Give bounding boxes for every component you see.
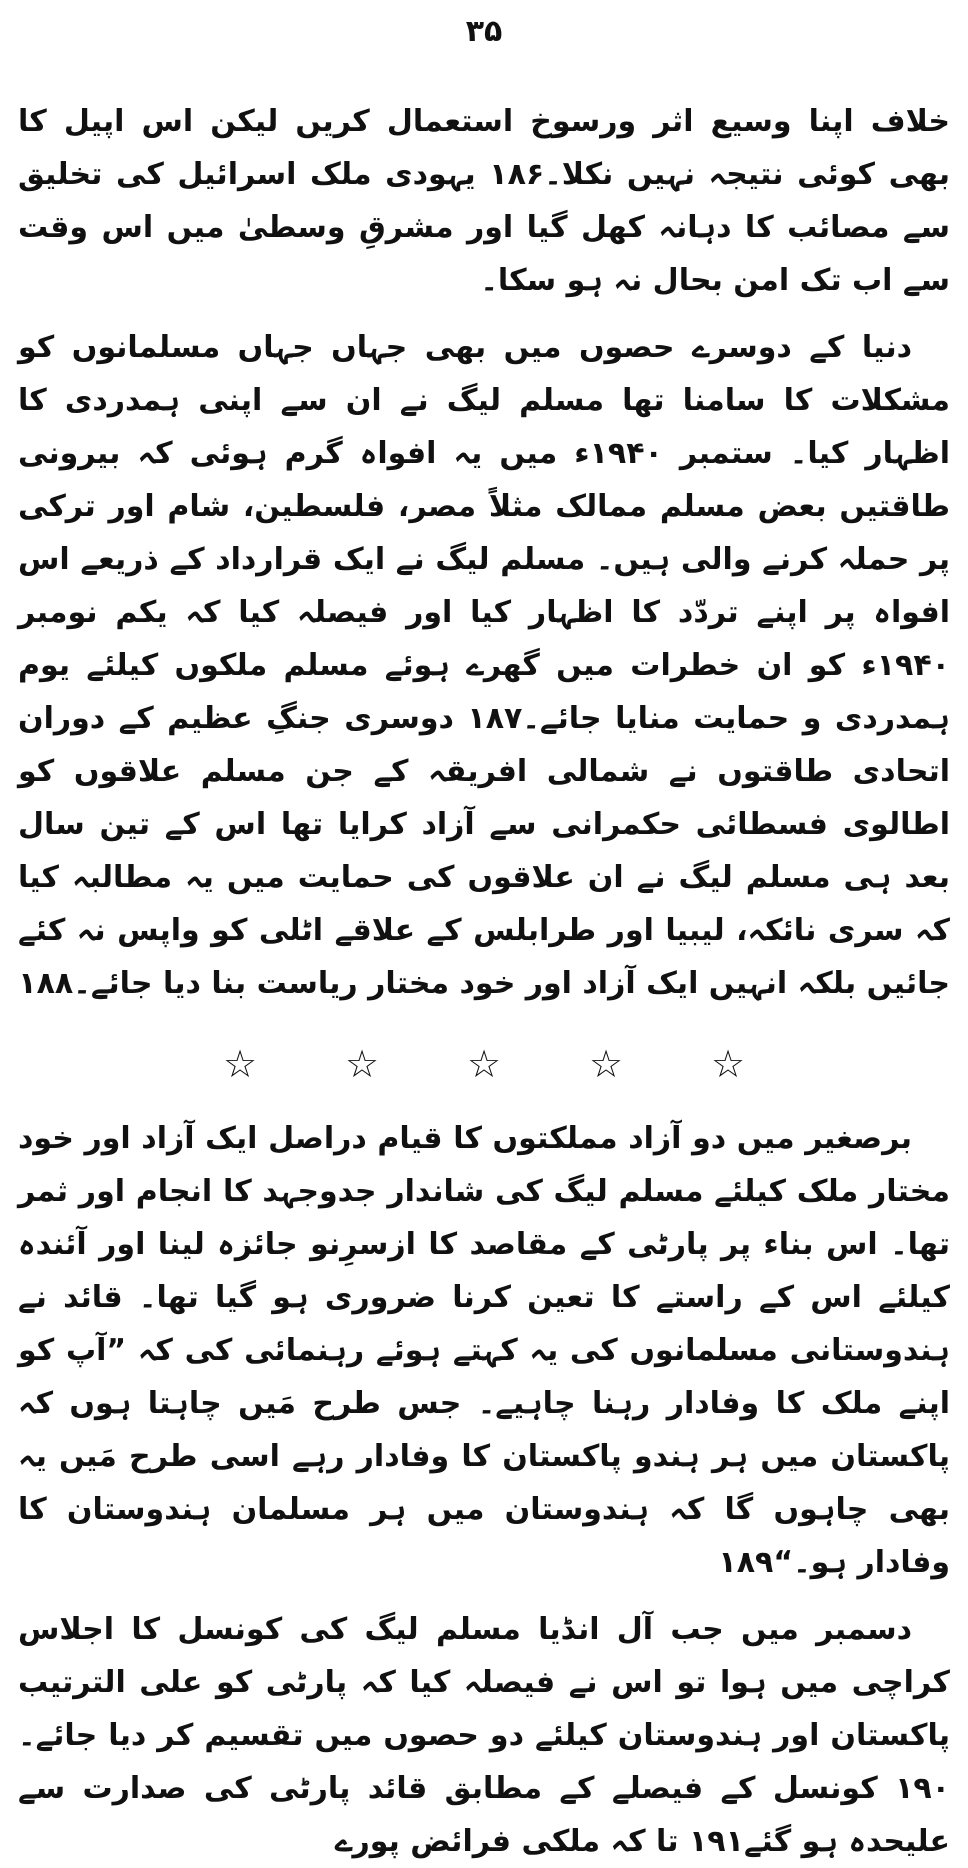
- paragraph: برصغیر میں دو آزاد مملکتوں کا قیام دراصل ایک آزاد اور خود مختار ملک کیلئے مسلم لیگ کی شاندار جدوجہد کا انجام اور ثمر تھا۔ اس بناء پر پارٹی کے مقاصد کا ازسرِنو جائزہ لینا اور آئندہ کیلئے اس کے راستے کا تعین کرنا ضروری ہو گیا تھا۔ قائد نے ہندوستانی مسلمانوں کی یہ کہتے ہوئے رہنمائی کی کہ ”آپ کو اپنے ملک کا وفادار رہنا چاہیے۔ جس طرح مَیں چاہتا ہوں کہ پاکستان میں ہر ہندو پاکستان کا وفادار رہے اسی طرح مَیں یہ بھی چاہوں گا کہ ہندوستان میں ہر مسلمان ہندوستان کا وفادار ہو۔“۱۸۹: [18, 1121, 950, 1580]
- page-number: ۳۵: [465, 14, 503, 49]
- star-icon: ☆: [588, 1042, 624, 1086]
- paragraph: دسمبر میں جب آل انڈیا مسلم لیگ کی کونسل کا اجلاس کراچی میں ہوا تو اس نے فیصلہ کیا کہ پارٹی کو علی الترتیب پاکستان اور ہندوستان کیلئے دو حصوں میں تقسیم کر دیا جائے۔۱۹۰ کونسل کے فیصلے کے مطابق قائد پارٹی کی صدارت سے علیحدہ ہو گئے۱۹۱ تا کہ ملکی فرائض پورے: [18, 1612, 950, 1859]
- star-icon: ☆: [466, 1042, 502, 1086]
- paragraph: خلاف اپنا وسیع اثر ورسوخ استعمال کریں لیکن اس اپیل کا بھی کوئی نتیجہ نہیں نکلا۔۱۸۶ یہودی ملک اسرائیل کی تخلیق سے مصائب کا دہانہ کھل گیا اور مشرقِ وسطیٰ میں اس وقت سے اب تک امن بحال نہ ہو سکا۔: [18, 104, 950, 298]
- page-body: [18, 95, 950, 1868]
- star-icon: ☆: [344, 1042, 380, 1086]
- section-separator: [18, 1044, 950, 1084]
- star-icon: ☆: [222, 1042, 258, 1086]
- star-icon: ☆: [710, 1042, 746, 1086]
- paragraph: دنیا کے دوسرے حصوں میں بھی جہاں جہاں مسلمانوں کو مشکلات کا سامنا تھا مسلم لیگ نے ان سے اپنی ہمدردی کا اظہار کیا۔ ستمبر ۱۹۴۰ء میں یہ افواہ گرم ہوئی کہ بیرونی طاقتیں بعض مسلم ممالک مثلاً مصر، فلسطین، شام اور ترکی پر حملہ کرنے والی ہیں۔ مسلم لیگ نے ایک قرارداد کے ذریعے اس افواہ پر اپنے تردّد کا اظہار کیا اور فیصلہ کیا کہ یکم نومبر ۱۹۴۰ء کو ان خطرات میں گھرے ہوئے مسلم ملکوں کیلئے یوم ہمدردی و حمایت منایا جائے۔۱۸۷ دوسری جنگِ عظیم کے دوران اتحادی طاقتوں نے شمالی افریقہ کے جن مسلم علاقوں کو اطالوی فسطائی حکمرانی سے آزاد کرایا تھا اس کے تین سال بعد ہی مسلم لیگ نے ان علاقوں کی حمایت میں یہ مطالبہ کیا کہ سری نائکہ، لیبیا اور طرابلس کے علاقے اٹلی کو واپس نہ کئے جائیں بلکہ انہیں ایک آزاد اور خود مختار ریاست بنا دیا جائے۔۱۸۸: [18, 330, 951, 1001]
